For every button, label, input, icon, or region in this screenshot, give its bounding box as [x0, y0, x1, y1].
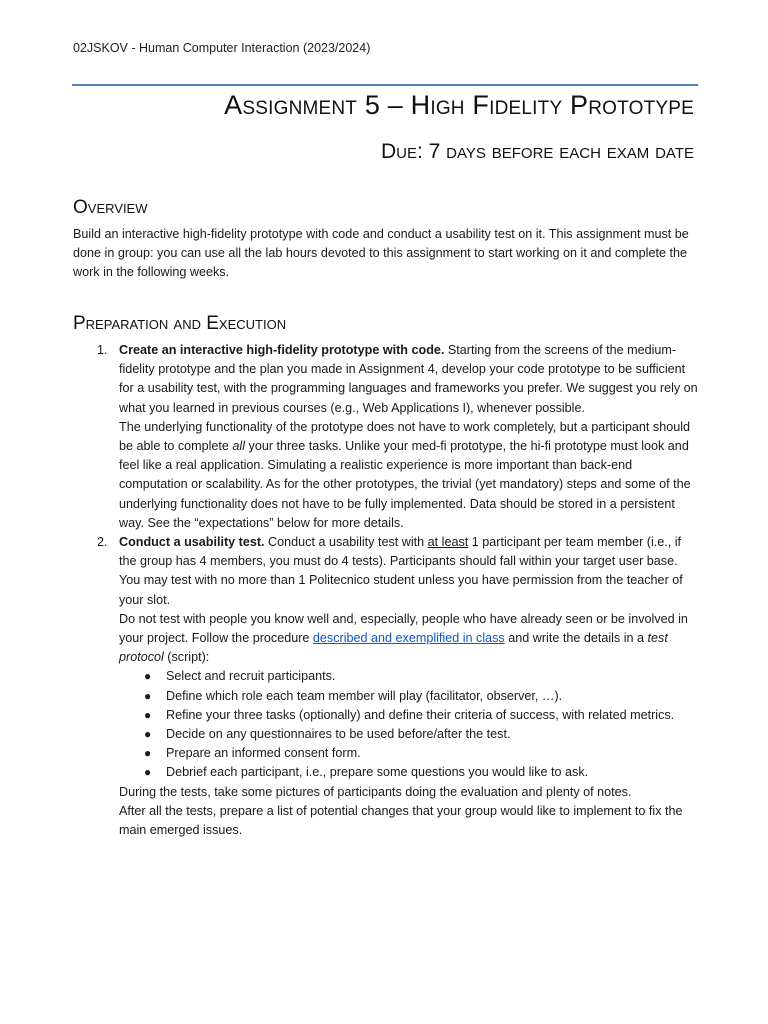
bullet-text: Refine your three tasks (optionally) and define their criteria of success, with related metrics. [166, 707, 675, 722]
step-paragraph [119, 418, 698, 533]
step-body [119, 341, 698, 533]
step-paragraph [119, 341, 698, 418]
step-text: your three tasks. Unlike your med-fi prototype, the hi-fi prototype must look and feel like a real application. Simulating a realistic experience is more important than back-end computation or scalability. As for the other prototypes, the trivial (yet mandatory) steps and some of the underlying functionality does not have to be fully implemented. Data should be stored in a persistent way. See the “expectations” below for more details. [119, 439, 691, 530]
step-lead: Conduct a usability test. [119, 535, 265, 550]
header-divider [72, 84, 698, 86]
bullet-text: Prepare an informed consent form. [166, 746, 361, 761]
protocol-bullet-list [119, 667, 698, 782]
bullet-text: Decide on any questionnaires to be used before/after the test. [166, 727, 511, 742]
document-title: Assignment 5 – High Fidelity Prototype [224, 90, 694, 120]
overview-heading: Overview [73, 197, 148, 218]
step-text: Starting from the screens of the medium-fidelity prototype and the plan you made in Assignment 4, develop your code prototype to be sufficient for a usability test, with the programming languages and frameworks you prefer. We suggest you rely on what you learned in previous courses (e.g., Web Applications I), whenever possible. [119, 343, 698, 415]
step-number: 2. [97, 535, 108, 550]
underlined-text: at least [427, 535, 469, 550]
bullet-icon: ● [144, 746, 152, 761]
bullet-item [119, 687, 698, 706]
step-paragraph [119, 610, 698, 668]
list-item [73, 341, 698, 533]
bullet-icon: ● [144, 765, 152, 780]
due-date: Due: 7 days before each exam date [380, 140, 694, 163]
step-lead: Create an interactive high-fidelity prototype with code. [119, 343, 445, 357]
bullet-icon: ● [144, 707, 152, 722]
bullet-icon: ● [144, 688, 152, 703]
step-text: Do not test with people you know well and, especially, people who have already seen or be involved in your project. Follow the procedure [119, 611, 688, 646]
bullet-item [119, 763, 698, 782]
bullet-item [119, 706, 698, 725]
step-number: 1. [97, 343, 108, 357]
step-paragraph [119, 533, 698, 610]
emphasis-text: test protocol [119, 631, 668, 665]
preparation-heading: Preparation and Execution [73, 313, 287, 334]
step-body [119, 533, 698, 840]
bullet-icon: ● [144, 669, 152, 684]
bullet-item [119, 725, 698, 744]
step-text: The underlying functionality of the prototype does not have to work completely, but a participant should be able to complete [119, 419, 691, 454]
step-text: Conduct a usability test with [264, 535, 428, 550]
step-paragraph: After all the tests, prepare a list of potential changes that your group would like to implement to fix the main emerged issues. [119, 803, 683, 838]
preparation-steps-list [73, 341, 698, 840]
overview-paragraph: Build an interactive high-fidelity prototype with code and conduct a usability test on it. This assignment must be done in group: you can use all the lab hours devoted to this assignment to start working on it and complete the work in the following weeks. [73, 227, 689, 280]
bullet-item [119, 667, 698, 686]
step-paragraph: During the tests, take some pictures of participants doing the evaluation and plenty of notes. [119, 784, 632, 799]
emphasis-text: all [232, 439, 246, 454]
step-text: and write the details in a [504, 631, 648, 646]
bullet-text: Debrief each participant, i.e., prepare some questions you would like to ask. [166, 765, 589, 780]
bullet-icon: ● [144, 727, 152, 742]
page-header-course: 02JSKOV - Human Computer Interaction (2023/2024) [73, 41, 371, 55]
bullet-text: Select and recruit participants. [166, 669, 336, 684]
procedure-link[interactable]: described and exemplified in class [312, 631, 505, 646]
step-text: (script): [163, 650, 210, 665]
step-text: 1 participant per team member (i.e., if the group has 4 members, you must do 4 tests). Participants should fall within your target user base. You may test with no more than 1 Politecnico student unless you have permission from the teacher of your slot. [119, 535, 683, 607]
bullet-item [119, 744, 698, 763]
list-item [73, 533, 698, 840]
bullet-text: Define which role each team member will play (facilitator, observer, …). [166, 688, 563, 703]
